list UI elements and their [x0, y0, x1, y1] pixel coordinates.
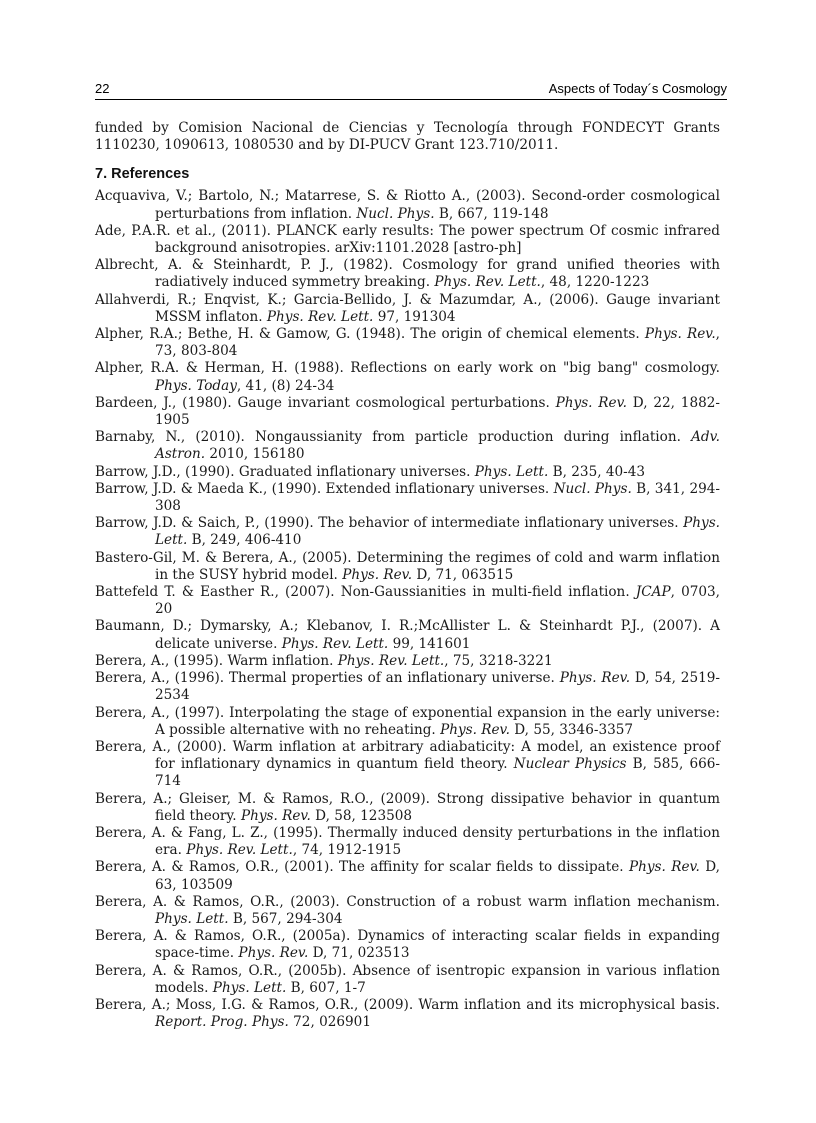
reference-entry	[95, 360, 720, 394]
reference-journal: Phys. Rev.	[240, 807, 311, 824]
reference-journal: Nucl. Phys.	[356, 205, 435, 222]
reference-text: Berera, A.; Gleiser, M. & Ramos, R.O., (2009). Strong dissipative behavior in quantum field theory.	[95, 790, 720, 824]
reference-details: , 74, 1912-1915	[292, 842, 402, 859]
reference-details: D, 55, 3346-3357	[509, 721, 634, 738]
reference-text: Berera, A., (1995). Warm inflation.	[95, 652, 338, 669]
reference-text: Berera, A. & Ramos, O.R., (2005b). Absence of isentropic expansion in various inflation models.	[95, 962, 720, 996]
reference-entry	[95, 825, 720, 859]
reference-journal: Phys. Today	[155, 377, 237, 394]
reference-list	[95, 188, 720, 1031]
reference-entry	[95, 481, 720, 515]
intro-paragraph: funded by Comision Nacional de Ciencias y Tecnología through FONDECYT Grants 1110230, 1090613, 1080530 and by DI-PUCV Grant 123.710/2011.	[95, 120, 720, 154]
reference-text: Barnaby, N., (2010). Nongaussianity from particle production during inflation.	[95, 429, 692, 446]
reference-text: Berera, A., (1996). Thermal properties of an inflationary universe.	[95, 670, 560, 687]
reference-text: Allahverdi, R.; Enqvist, K.; Garcia-Bellido, J. & Mazumdar, A., (2006). Gauge invariant MSSM inflaton.	[95, 291, 720, 325]
reference-entry	[95, 928, 720, 962]
reference-entry	[95, 188, 720, 222]
reference-details: , 41, (8) 24-34	[236, 377, 335, 394]
reference-entry	[95, 997, 720, 1031]
reference-journal: Report. Prog. Phys.	[155, 1014, 289, 1031]
reference-entry	[95, 859, 720, 893]
reference-entry	[95, 618, 720, 652]
reference-details: D, 54, 2519-2534	[155, 670, 720, 704]
reference-entry	[95, 223, 720, 257]
reference-entry	[95, 395, 720, 429]
reference-journal: Phys. Rev.	[555, 394, 627, 411]
reference-journal: Phys. Rev.	[238, 945, 309, 962]
reference-entry	[95, 705, 720, 739]
reference-journal: Phys. Lett.	[155, 515, 720, 549]
reference-entry	[95, 963, 720, 997]
reference-entry	[95, 894, 720, 928]
reference-details: B, 607, 1-7	[286, 979, 366, 996]
reference-journal: Phys. Rev. Lett.	[337, 652, 445, 669]
reference-text: Alpher, R.A.; Bethe, H. & Gamow, G. (1948). The origin of chemical elements.	[95, 326, 645, 343]
reference-details: , 73, 803-804	[155, 326, 720, 360]
reference-journal: Phys. Rev.	[440, 721, 510, 738]
reference-details: B, 667, 119-148	[434, 205, 549, 222]
reference-journal: Phys. Lett.	[474, 463, 549, 480]
reference-entry	[95, 584, 720, 618]
reference-text: Battefeld T. & Easther R., (2007). Non-Gaussianities in multi-field inflation.	[95, 584, 636, 601]
reference-entry	[95, 429, 720, 463]
reference-details: B, 249, 406-410	[187, 532, 302, 549]
running-title: Aspects of Today´s Cosmology	[548, 81, 727, 96]
reference-text: Berera, A. & Fang, L. Z., (1995). Thermally induced density perturbations in the inflation era.	[95, 824, 720, 859]
reference-text: Barrow, J.D. & Saich, P., (1990). The behavior of intermediate inflationary universes.	[95, 515, 684, 532]
reference-text: Acquaviva, V.; Bartolo, N.; Matarrese, S. & Riotto A., (2003). Second-order cosmological perturbations from inflation.	[95, 188, 720, 222]
reference-journal: Phys. Lett.	[155, 910, 229, 927]
reference-details: , 75, 3218-3221	[444, 652, 553, 669]
reference-journal: Phys. Rev. Lett.	[186, 842, 293, 859]
reference-text: Alpher, R.A. & Herman, H. (1988). Reflections on early work on "big bang" cosmology.	[95, 360, 720, 377]
reference-entry	[95, 292, 720, 326]
section-heading: 7. References	[95, 166, 190, 183]
reference-text: Berera, A., (2000). Warm inflation at arbitrary adiabaticity: A model, an existence proof for inflationary dynamics in quantum field theory.	[95, 738, 720, 773]
reference-journal: Phys. Rev. Lett.	[266, 308, 374, 325]
reference-journal: Nucl. Phys.	[553, 480, 632, 497]
reference-journal: Phys. Rev.	[644, 326, 716, 343]
reference-details: D, 71, 063515	[412, 566, 514, 583]
reference-journal: JCAP	[635, 584, 671, 601]
reference-details: 99, 141601	[388, 635, 471, 652]
reference-entry	[95, 670, 720, 704]
reference-journal: Phys. Rev. Lett.	[434, 274, 541, 291]
reference-text: Ade, P.A.R. et al., (2011). PLANCK early results: The power spectrum Of cosmic infrared background anisotropies. arXiv:1101.2028 [astro-ph]	[95, 222, 720, 257]
reference-details: , 48, 1220-1223	[540, 274, 650, 291]
reference-entry	[95, 550, 720, 584]
reference-entry	[95, 739, 720, 791]
reference-text: Berera, A.; Moss, I.G. & Ramos, O.R., (2009). Warm inflation and its microphysical basis.	[95, 996, 720, 1013]
reference-text: Berera, A. & Ramos, O.R., (2005a). Dynamics of interacting scalar fields in expanding space-time.	[95, 928, 720, 962]
page-body	[95, 120, 720, 1031]
reference-journal: Phys. Rev. Lett.	[281, 635, 389, 652]
reference-journal: Nuclear Physics	[513, 756, 627, 773]
reference-journal: Phys. Rev.	[628, 859, 700, 876]
reference-journal: Phys. Rev.	[559, 670, 631, 687]
reference-entry	[95, 326, 720, 360]
reference-entry	[95, 791, 720, 825]
reference-text: Barrow, J.D., (1990). Graduated inflationary universes.	[95, 463, 475, 480]
reference-text: Albrecht, A. & Steinhardt, P. J., (1982). Cosmology for grand unified theories with radiatively induced symmetry breaking.	[95, 257, 720, 291]
reference-text: Barrow, J.D. & Maeda K., (1990). Extended inflationary universes.	[95, 480, 554, 497]
reference-details: B, 567, 294-304	[228, 910, 343, 927]
reference-details: , 0703, 20	[155, 584, 720, 618]
reference-text: Berera, A. & Ramos, O.R., (2001). The affinity for scalar fields to dissipate.	[95, 859, 629, 876]
reference-entry	[95, 464, 720, 481]
reference-text: Berera, A., (1997). Interpolating the stage of exponential expansion in the early universe: A possible alternative with no reheating.	[95, 704, 720, 738]
reference-journal: Phys. Lett.	[212, 979, 287, 996]
reference-details: D, 22, 1882-1905	[155, 394, 720, 429]
reference-journal: Adv. Astron.	[155, 429, 720, 463]
running-header	[95, 81, 727, 100]
reference-details: D, 63, 103509	[155, 859, 720, 893]
reference-details: 2010, 156180	[205, 446, 305, 463]
reference-text: Bastero-Gil, M. & Berera, A., (2005). Determining the regimes of cold and warm inflation in the SUSY hybrid model.	[95, 549, 720, 583]
reference-entry	[95, 653, 720, 670]
reference-text: Baumann, D.; Dymarsky, A.; Klebanov, I. R.;McAllister L. & Steinhardt P.J., (2007). A delicate universe.	[95, 618, 720, 652]
reference-details: 72, 026901	[288, 1014, 371, 1031]
reference-text: Bardeen, J., (1980). Gauge invariant cosmological perturbations.	[95, 394, 556, 411]
reference-details: B, 341, 294-308	[155, 480, 720, 515]
reference-entry	[95, 515, 720, 549]
reference-details: B, 585, 666-714	[155, 756, 720, 790]
page-number: 22	[95, 81, 110, 96]
reference-details: B, 235, 40-43	[548, 463, 646, 480]
reference-details: 97, 191304	[373, 308, 456, 325]
reference-text: Berera, A. & Ramos, O.R., (2003). Construction of a robust warm inflation mechanism.	[95, 893, 720, 910]
reference-journal: Phys. Rev.	[342, 566, 413, 583]
reference-entry	[95, 257, 720, 291]
reference-details: D, 71, 023513	[308, 945, 410, 962]
reference-details: D, 58, 123508	[310, 807, 413, 824]
